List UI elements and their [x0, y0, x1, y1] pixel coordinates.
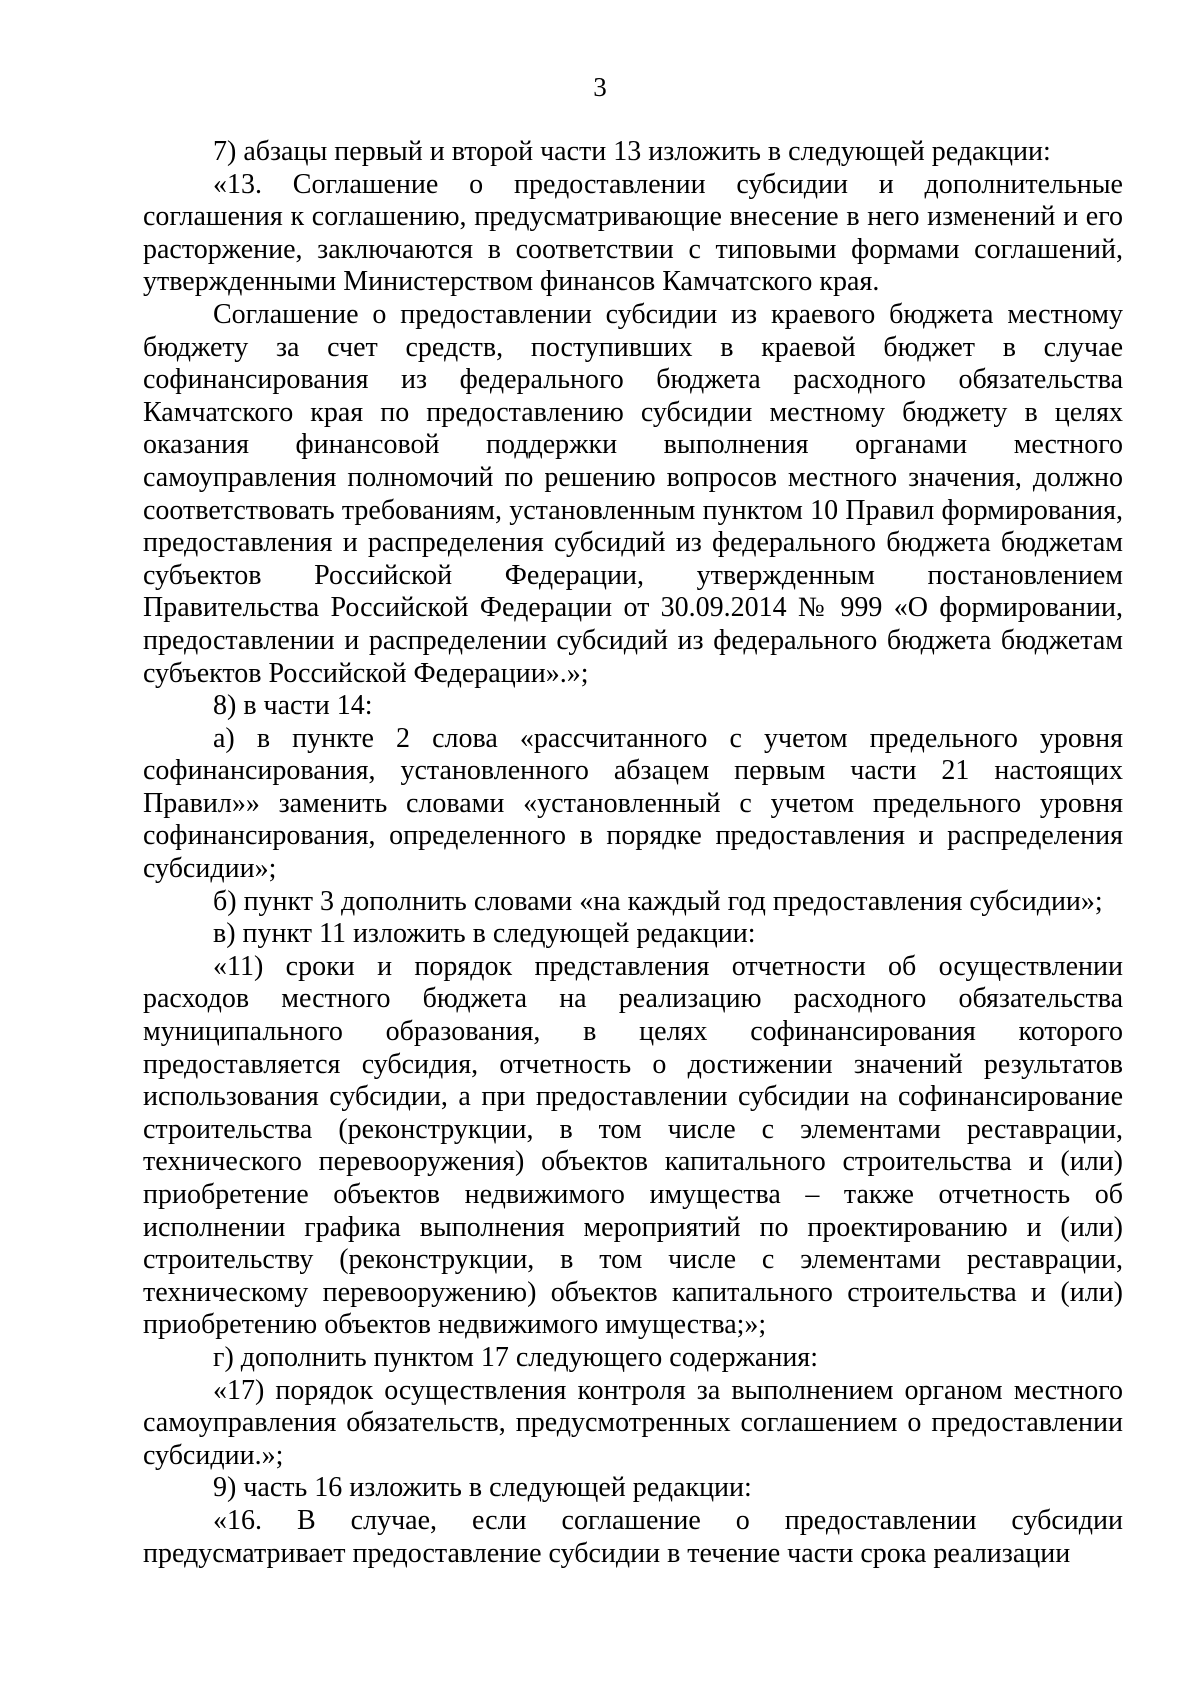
paragraph-quote-11: «11) сроки и порядок представления отчетности об осуществлении расходов местного бюджета на реализацию расходного обязательства муниципального образования, в целях софинансирования которого предоставляется субсидия, отчетность о достижении значений результатов использования субсидии, а при предоставлении субсидии на софинансирование строительства (реконструкции, в том числе с элементами реставрации, технического перевооружения) объектов капитального строительства и (или) приобретение объектов недвижимого имущества – также отчетность об исполнении графика выполнения мероприятий по проектированию и (или) строительству (реконструкции, в том числе с элементами реставрации, техническому перевооружению) объектов капитального строительства и (или) приобретению объектов недвижимого имущества;»;: [143, 950, 1123, 1341]
document-body: [143, 136, 1123, 1570]
paragraph-subitem-v: в) пункт 11 изложить в следующей редакции:: [213, 918, 756, 950]
paragraph-quote-16: «16. В случае, если соглашение о предоставлении субсидии предусматривает предоставление субсидии в течение части срока реализации: [143, 1504, 1123, 1569]
page-number: 3: [593, 72, 607, 102]
paragraph-agreement-requirements: Соглашение о предоставлении субсидии из краевого бюджета местному бюджету за счет средств, поступивших в краевой бюджет в случае софинансирования из федерального бюджета расходного обязательства Камчатского края по предоставлению субсидии местному бюджету в целях оказания финансовой поддержки выполнения органами местного самоуправления полномочий по решению вопросов местного значения, должно соответствовать требованиям, установленным пунктом 10 Правил формирования, предоставления и распределения субсидий из федерального бюджета бюджетам субъектов Российской Федерации, утвержденным постановлением Правительства Российской Федерации от 30.09.2014 № 999 «О формировании, предоставлении и распределении субсидий из федерального бюджета бюджетам субъектов Российской Федерации».»;: [143, 298, 1123, 689]
paragraph-item-8: 8) в части 14:: [213, 690, 373, 722]
paragraph-quote-17: «17) порядок осуществления контроля за выполнением органом местного самоуправления обязательств, предусмотренных соглашением о предоставлении субсидии.»;: [143, 1374, 1123, 1471]
paragraph-subitem-g: г) дополнить пунктом 17 следующего содержания:: [213, 1341, 818, 1373]
paragraph-item-9: 9) часть 16 изложить в следующей редакции:: [213, 1472, 752, 1504]
paragraph-subitem-a: а) в пункте 2 слова «рассчитанного с учетом предельного уровня софинансирования, установленного абзацем первым части 21 настоящих Правил»» заменить словами «установленный с учетом предельного уровня софинансирования, определенного в порядке предоставления и распределения субсидии»;: [143, 722, 1123, 885]
paragraph-subitem-b: б) пункт 3 дополнить словами «на каждый год предоставления субсидии»;: [213, 885, 1103, 917]
paragraph-item-7: 7) абзацы первый и второй части 13 изложить в следующей редакции:: [213, 136, 1051, 167]
paragraph-quote-13: «13. Соглашение о предоставлении субсидии и дополнительные соглашения к соглашению, предусматривающие внесение в него изменений и его расторжение, заключаются в соответствии с типовыми формами соглашений, утвержденными Министерством финансов Камчатского края.: [143, 168, 1123, 298]
